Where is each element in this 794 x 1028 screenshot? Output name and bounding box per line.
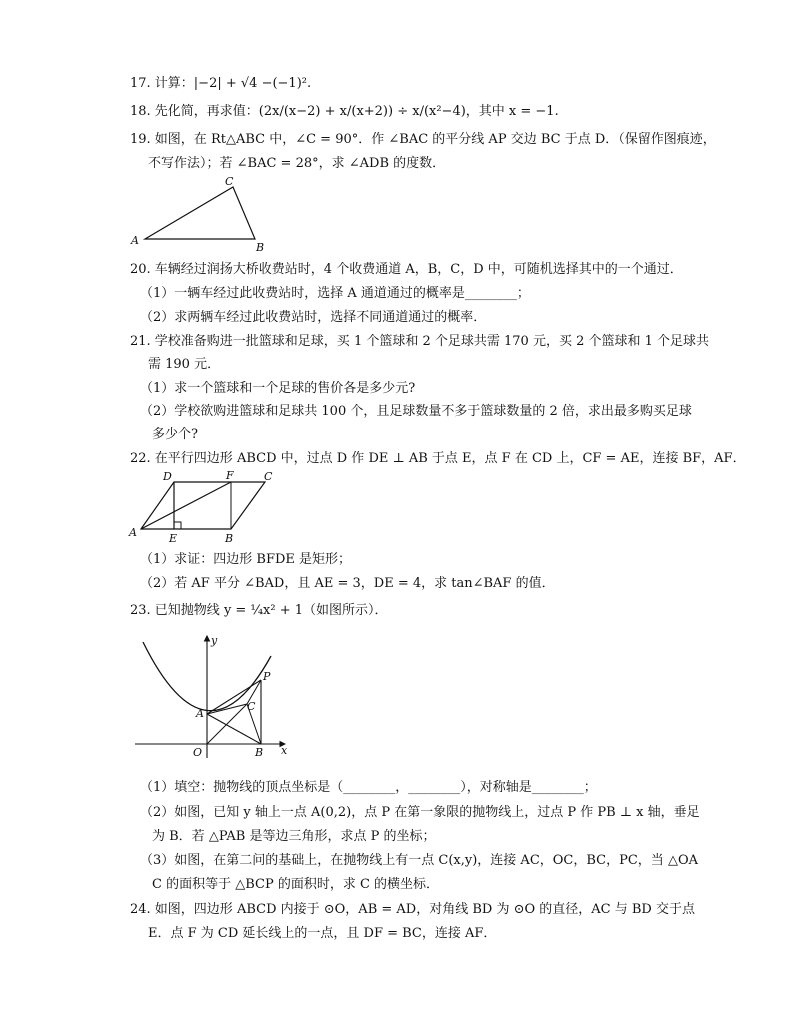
question-23: 23. 已知抛物线 y = ¼x² + 1（如图所示）． bbox=[130, 603, 388, 618]
question-20-part1: （1）一辆车经过此收费站时，选择 A 通道通过的概率是________； bbox=[140, 286, 530, 301]
figure-parabola bbox=[135, 632, 305, 762]
fig23-label-y: y bbox=[211, 634, 218, 647]
fig19-label-a: A bbox=[131, 234, 139, 247]
fig23-label-o: O bbox=[193, 746, 203, 759]
question-23-part3-line1: （3）如图，在第二问的基础上，在抛物线上有一点 C(x,y)，连接 AC，OC，BC，PC，当 △OA bbox=[140, 853, 698, 868]
fig23-label-a: A bbox=[196, 707, 204, 720]
question-17: 17. 计算：|−2| + √4 −(−1)². bbox=[130, 76, 312, 91]
question-21-line1: 21. 学校准备购进一批篮球和足球，买 1 个篮球和 2 个足球共需 170 元，买 2 个篮球和 1 个足球共 bbox=[130, 334, 710, 349]
fig22-label-e: E bbox=[169, 532, 178, 545]
question-21-part2-line2: 多少个? bbox=[152, 427, 198, 442]
question-22-part2: （2）若 AF 平分 ∠BAD，且 AE = 3，DE = 4，求 tan∠BAF 的值． bbox=[140, 576, 555, 591]
question-20-part2: （2）求两辆车经过此收费站时，选择不同通道通过的概率． bbox=[140, 310, 487, 325]
question-22-part1: （1）求证：四边形 BFDE 是矩形； bbox=[140, 552, 352, 567]
question-19-line1: 19. 如图，在 Rt△ABC 中，∠C = 90°．作 ∠BAC 的平分线 AP 交边 BC 于点 D．（保留作图痕迹， bbox=[130, 132, 716, 147]
question-22: 22. 在平行四边形 ABCD 中，过点 D 作 DE ⊥ AB 于点 E，点 F 在 CD 上，CF = AE，连接 BF，AF． bbox=[130, 451, 746, 466]
fig23-label-b: B bbox=[255, 746, 264, 759]
question-21-line2: 需 190 元． bbox=[148, 357, 221, 372]
question-23-part2-line1: （2）如图，已知 y 轴上一点 A(0,2)，点 P 在第一象限的抛物线上，过点 P 作 PB ⊥ x 轴，垂足 bbox=[140, 805, 700, 820]
fig19-label-c: C bbox=[225, 175, 234, 188]
fig23-label-c: C bbox=[247, 700, 256, 713]
fig22-label-c: C bbox=[264, 470, 273, 483]
fig22-label-b: B bbox=[225, 532, 234, 545]
question-23-part2-line2: 为 B．若 △PAB 是等边三角形，求点 P 的坐标； bbox=[152, 829, 436, 844]
question-21-part2-line1: （2）学校欲购进篮球和足球共 100 个，且足球数量不多于篮球数量的 2 倍，求出最多购买足球 bbox=[140, 404, 692, 419]
fig22-label-a: A bbox=[129, 526, 137, 539]
question-18: 18. 先化简，再求值：(2x/(x−2) + x/(x+2)) ÷ x/(x²−4)，其中 x = −1. bbox=[130, 104, 559, 119]
figure-parallelogram-abcd bbox=[125, 466, 285, 548]
question-24-line2: E．点 F 为 CD 延长线上的一点，且 DF = BC，连接 AF． bbox=[148, 926, 497, 941]
question-19-line2: 不写作法）；若 ∠BAC = 28°，求 ∠ADB 的度数． bbox=[148, 156, 446, 171]
fig23-label-x: x bbox=[281, 744, 288, 757]
fig22-label-f: F bbox=[226, 469, 234, 482]
question-23-part1: （1）填空：抛物线的顶点坐标是（________，________），对称轴是________； bbox=[140, 780, 597, 795]
fig23-label-p: P bbox=[263, 670, 271, 683]
figure-triangle-abc bbox=[125, 172, 275, 254]
question-21-part1: （1）求一个篮球和一个足球的售价各是多少元? bbox=[140, 381, 416, 396]
fig22-label-d: D bbox=[163, 470, 172, 483]
fig19-label-b: B bbox=[256, 241, 265, 254]
question-20: 20. 车辆经过润扬大桥收费站时，4 个收费通道 A，B，C，D 中，可随机选择其中的一个通过． bbox=[130, 262, 683, 277]
question-23-part3-line2: C 的面积等于 △BCP 的面积时，求 C 的横坐标． bbox=[152, 877, 440, 892]
question-24-line1: 24. 如图，四边形 ABCD 内接于 ⊙O，AB = AD，对角线 BD 为 ⊙O 的直径，AC 与 BD 交于点 bbox=[130, 902, 695, 917]
